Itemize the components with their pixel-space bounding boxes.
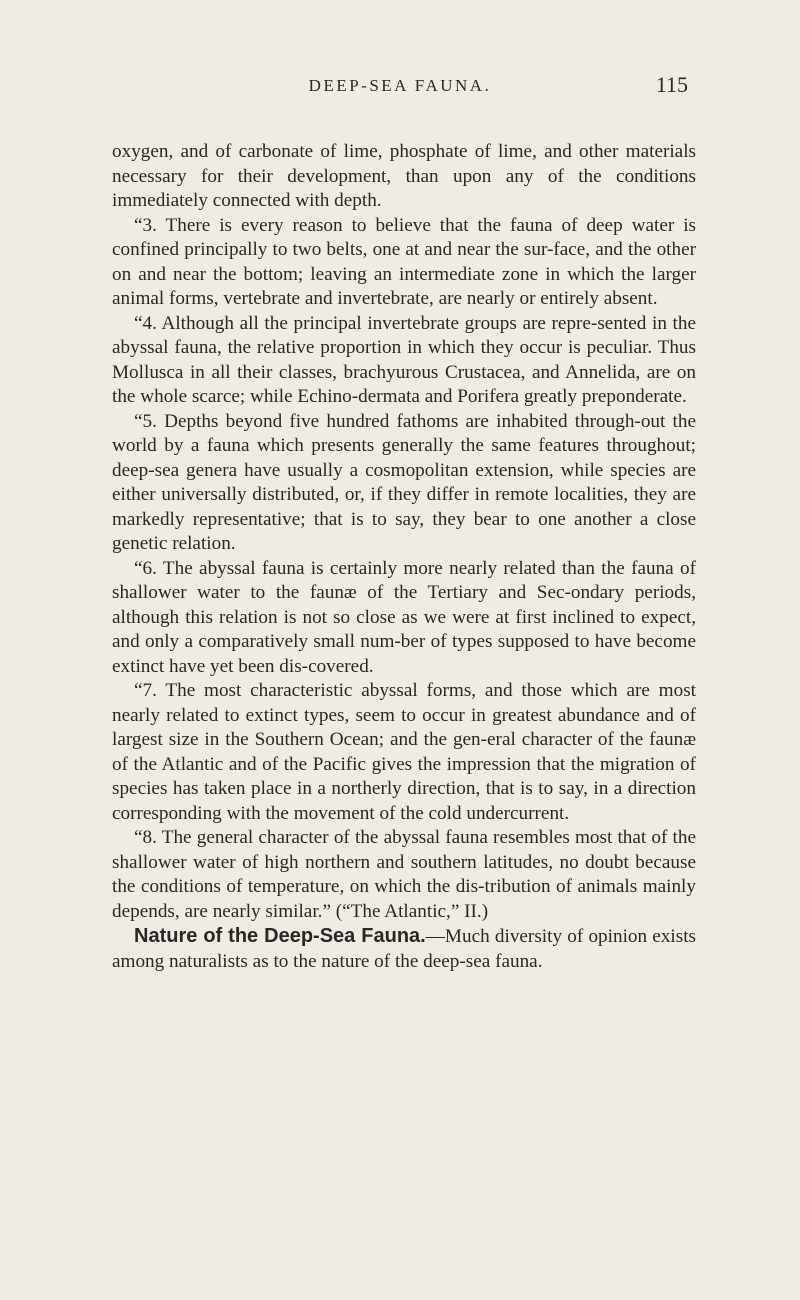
paragraph-point-3: “3. There is every reason to believe that the fauna of deep water is confined principally to two belts, one at and near the sur-face, and the other on and near the bottom; leaving an intermediate zone in which the larger animal forms, vertebrate and invertebrate, are nearly or entirely absent.	[112, 214, 696, 309]
paragraph-point-4: “4. Although all the principal invertebrate groups are repre-sented in the abyssal fauna, the relative proportion in which they occur is peculiar. Thus Mollusca in all their classes, brachyurous Crustacea, and Annelida, are on the whole scarce; while Echino-dermata and Porifera greatly preponderate.	[112, 312, 696, 407]
paragraph-point-7: “7. The most characteristic abyssal forms, and those which are most nearly related to extinct types, seem to occur in greatest abundance and of largest size in the Southern Ocean; and the gen-eral character of the faunæ of the Atlantic and of the Pacific gives the impression that the migration of species has taken place in a northerly direction, that is to say, in a direction corresponding with the movement of the cold undercurrent.	[112, 680, 696, 824]
section-paragraph	[112, 924, 696, 974]
paragraph-point-8: “8. The general character of the abyssal fauna resembles most that of the shallower water of high northern and southern latitudes, no doubt because the conditions of temperature, on which the dis-tribution of animals mainly depends, are nearly similar.” (“The Atlantic,” II.)	[112, 827, 696, 922]
paragraph-point-6: “6. The abyssal fauna is certainly more nearly related than the fauna of shallower water to the faunæ of the Tertiary and Sec-ondary periods, although this relation is not so close as we were at first inclined to expect, and only a comparatively small num-ber of types supposed to have become extinct have yet been dis-covered.	[112, 557, 696, 677]
body-text	[112, 140, 696, 974]
paragraph-point-5: “5. Depths beyond five hundred fathoms are inhabited through-out the world by a fauna which presents generally the same features throughout; deep-sea genera have usually a cosmopolitan extension, while species are either universally distributed, or, if they differ in remote localities, they are markedly representative; that is to say, they bear to one another a close genetic relation.	[112, 410, 696, 554]
section-heading: Nature of the Deep-Sea Fauna.	[134, 925, 426, 947]
page-number: 115	[655, 72, 688, 97]
running-head: DEEP-SEA FAUNA.	[308, 76, 492, 95]
page-header	[112, 72, 688, 106]
paragraph-continuation: oxygen, and of carbonate of lime, phosphate of lime, and other materials necessary for their development, than upon any of the conditions immediately connected with depth.	[112, 141, 696, 211]
section-text: —Much diversity of opinion exists among naturalists as to the nature of the deep-sea fauna.	[112, 926, 697, 972]
